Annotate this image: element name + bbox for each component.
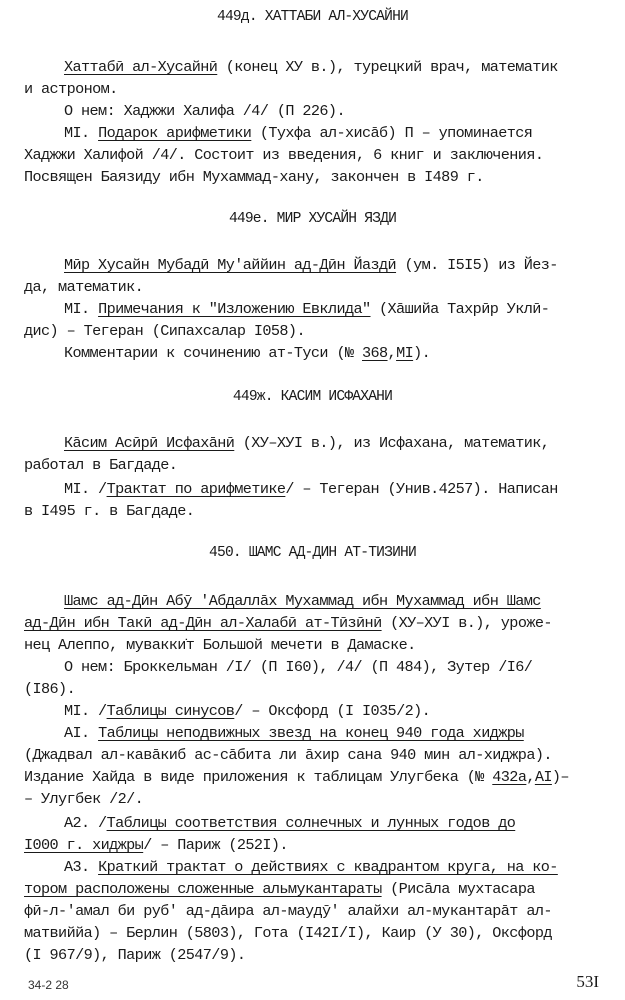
cross-reference: 432а [492, 768, 527, 786]
entry-heading: 449д. ХАТТАБИ АЛ-ХУСАЙНИ [217, 9, 408, 25]
text-line [64, 722, 524, 744]
text-line: дис) – Тегеран (Сипахсалар I058). [24, 322, 305, 340]
text-span: , [387, 344, 397, 362]
text-span: / – Оксфорд (I I035/2). [234, 702, 431, 720]
text-line [24, 766, 569, 788]
text-line: нец Алеппо, мувакки̇т Большой мечети в Дамаске. [24, 636, 416, 654]
text-span: (Тухфа ал-хисāб) П – упоминается [251, 124, 533, 142]
cross-reference: МI [396, 344, 414, 362]
entry-heading: 450. ШАМС АД-ДИН АТ-ТИЗИНИ [209, 545, 416, 561]
text-span: МI. [64, 300, 99, 318]
underlined-title: тором расположены сложенные альмукантараты [24, 880, 382, 898]
text-span: Комментарии к сочинению ат-Туси (№ [64, 344, 362, 362]
text-span: , [526, 768, 535, 786]
underlined-title: Краткий трактат о действиях с квадрантом круга, на ко- [98, 858, 558, 876]
text-span: / – Париж (252I). [143, 836, 288, 854]
underlined-title: Трактат по арифметике [106, 480, 286, 498]
text-line: матвиййа) – Берлин (5803), Гота (I42I/I), Каир (У 30), Оксфорд [24, 924, 552, 942]
text-span: (Хāшийа Тахрӣр Уклӣ- [370, 300, 550, 318]
text-line [64, 856, 558, 878]
text-line [64, 342, 430, 364]
text-span: )– [551, 768, 569, 786]
text-span: Издание Хайда в виде приложения к таблицам Улугбека (№ [24, 768, 493, 786]
text-line: Хаджжи Халифой /4/. Состоит из введения, 6 книг и заключения. [24, 146, 544, 164]
text-line [64, 812, 515, 834]
text-line [24, 612, 552, 634]
underlined-title: Подарок арифметики [98, 124, 252, 142]
text-span: МI. / [64, 702, 107, 720]
entry-heading: 449е. МИР ХУСАЙН ЯЗДИ [228, 211, 397, 227]
underlined-name: Шамс ад-Дӣн Абӯ 'Абдаллāх Мухаммад ибн Мухаммад ибн Шамс [64, 592, 541, 610]
text-line: работал в Багдаде. [24, 456, 178, 474]
text-span: (ХУ–ХУI в.), из Исфахана, математик, [234, 434, 550, 452]
text-line: и астроном. [24, 80, 118, 98]
footer-code: 34-2 28 [28, 978, 69, 992]
text-span: А3. [64, 858, 99, 876]
page-number: 53I [576, 972, 599, 991]
text-span: МI. [64, 124, 99, 142]
text-span: (ХУ–ХУI в.), уроже- [381, 614, 552, 632]
text-line [64, 56, 558, 78]
text-span: А2. / [64, 814, 107, 832]
text-span: ). [413, 344, 431, 362]
underlined-title: Таблицы неподвижных звезд на конец 940 года хиджры [98, 724, 524, 742]
text-line: Посвящен Баязиду ибн Мухаммад-хану, закончен в I489 г. [24, 168, 484, 186]
text-span: (ум. I5I5) из Йез- [396, 256, 558, 274]
underlined-name: Хаттабӣ ал-Хусайнӣ [64, 58, 218, 76]
text-line [64, 590, 541, 612]
entry-heading: 449ж. КАСИМ ИСФАХАНИ [232, 389, 393, 405]
underlined-title: Таблицы синусов [106, 702, 235, 720]
text-line [64, 700, 430, 722]
underlined-title: Таблицы соответствия солнечных и лунных годов до [106, 814, 516, 832]
text-span: МI. / [64, 480, 107, 498]
text-line: О нем: Хаджжи Халифа /4/ (П 226). [64, 102, 345, 120]
text-span: (Рисāла мухтасара [381, 880, 535, 898]
text-line [24, 878, 535, 900]
text-line [64, 478, 558, 500]
text-span: АI. [64, 724, 99, 742]
underlined-name: Мӣр Хусайн Мубадӣ Му'аййин ад-Дӣн Йаздӣ [64, 256, 397, 274]
text-line: да, математик. [24, 278, 144, 296]
text-line [64, 432, 549, 454]
text-line: в I495 г. в Багдаде. [24, 502, 195, 520]
text-line [64, 298, 549, 320]
text-line [24, 834, 288, 856]
text-line [64, 254, 558, 276]
underlined-title: I000 г. хиджры [24, 836, 144, 854]
underlined-name: Кāсим Асӣрӣ Исфахāнӣ [64, 434, 235, 452]
text-line: (Джадвал ал-кавāкиб ас-сāбита ли āхир сана 940 мин ал-хиджра). [24, 746, 552, 764]
text-line: (I 967/9), Париж (2547/9). [24, 946, 246, 964]
cross-reference: 368 [362, 344, 388, 362]
text-span: (конец ХУ в.), турецкий врач, математик [217, 58, 558, 76]
text-span: / – Тегеран (Унив.4257). Написан [285, 480, 558, 498]
text-line [64, 122, 532, 144]
text-line: (I86). [24, 680, 76, 698]
text-line: О нем: Броккельман /I/ (П I60), /4/ (П 484), Зутер /I6/ [64, 658, 533, 676]
text-line: фӣ-л-'амал би руб' ад-дāира ал-маудӯ' алайхи ал-мукантарāт ал- [24, 902, 552, 920]
underlined-title: Примечания к "Изложению Евклида" [98, 300, 371, 318]
underlined-name: ад-Дӣн ибн Такӣ ад-Дӣн ал-Халабӣ ат-Тӣзӣнӣ [24, 614, 382, 632]
text-line: – Улугбек /2/. [24, 790, 144, 808]
cross-reference: АI [534, 768, 552, 786]
